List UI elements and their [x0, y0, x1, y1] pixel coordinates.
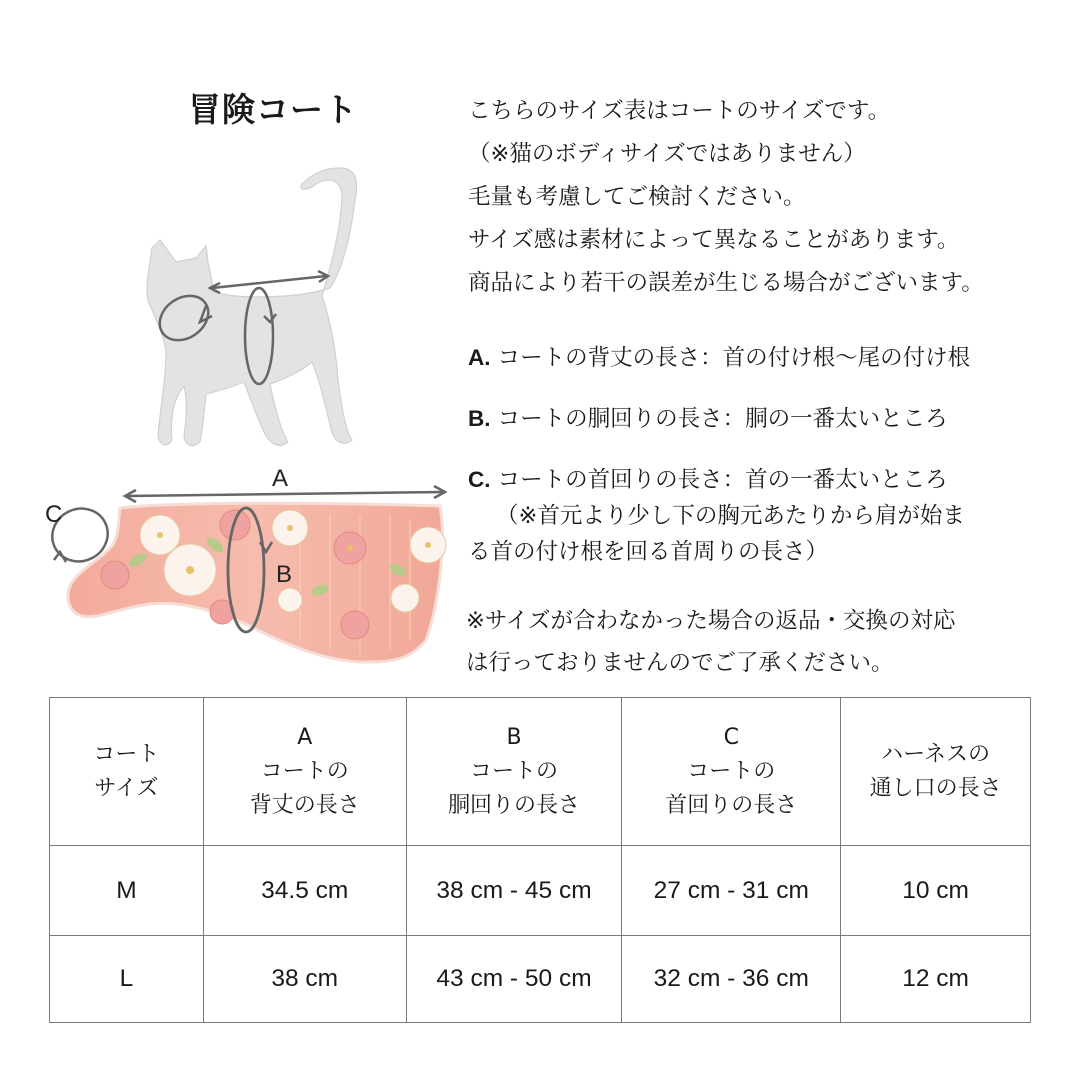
description-line: こちらのサイズ表はコートのサイズです。: [468, 98, 891, 124]
measurement-c-note: る首の付け根を回る首周りの長さ）: [468, 539, 829, 565]
header-back-length: A コートの 背丈の長さ: [203, 698, 406, 846]
coat-illustration: [44, 486, 446, 662]
measurement-c: [468, 462, 1068, 498]
table-header-row: [50, 698, 1031, 846]
description-line: （※猫のボディサイズではありません）: [468, 141, 866, 167]
measurement-a-text: コートの背丈の長さ：首の付け根〜尾の付け根: [497, 345, 971, 371]
measurement-c-key: C.: [468, 467, 491, 492]
label-c: C: [45, 501, 63, 528]
measurement-b: [468, 401, 1068, 437]
measurement-c-text: コートの首回りの長さ：首の一番太いところ: [497, 467, 948, 493]
table-row: [50, 936, 1031, 1023]
header-harness-opening: ハーネスの 通し口の長さ: [841, 698, 1031, 846]
table-cell: 34.5 cm: [203, 846, 406, 936]
table-cell: 38 cm - 45 cm: [406, 846, 622, 936]
table-cell: 32 cm - 36 cm: [622, 936, 841, 1023]
warning-line: は行っておりませんのでご了承ください。: [466, 650, 894, 676]
header-neck: C コートの 首回りの長さ: [622, 698, 841, 846]
table-cell: 27 cm - 31 cm: [622, 846, 841, 936]
table-row: [50, 846, 1031, 936]
header-girth: B コートの 胴回りの長さ: [406, 698, 622, 846]
measurement-c-note: （※首元より少し下の胸元あたりから肩が始ま: [496, 503, 965, 529]
table-cell: M: [50, 846, 204, 936]
header-coat-size: コート サイズ: [50, 698, 204, 846]
description-line: 商品により若干の誤差が生じる場合がございます。: [468, 270, 984, 296]
description-line: サイズ感は素材によって異なることがあります。: [468, 227, 960, 253]
table-cell: L: [50, 936, 204, 1023]
measurement-a-key: A.: [468, 345, 491, 370]
table-cell: 10 cm: [841, 846, 1031, 936]
table-cell: 12 cm: [841, 936, 1031, 1023]
measurement-b-key: B.: [468, 406, 491, 431]
label-a: A: [272, 465, 289, 492]
return-policy-note: [466, 600, 1066, 684]
illustration: [0, 0, 460, 690]
size-description: [468, 90, 1068, 305]
measurement-b-text: コートの胴回りの長さ：胴の一番太いところ: [497, 406, 948, 432]
page-title: 冒険コート: [188, 90, 358, 129]
table-cell: 38 cm: [203, 936, 406, 1023]
warning-line: ※サイズが合わなかった場合の返品・交換の対応: [466, 608, 956, 634]
measurement-a: [468, 340, 1068, 376]
cat-silhouette: [147, 168, 357, 445]
size-table: [49, 697, 1031, 1023]
measurement-definitions: [468, 340, 1068, 570]
table-cell: 43 cm - 50 cm: [406, 936, 622, 1023]
description-line: 毛量も考慮してご検討ください。: [468, 184, 806, 210]
label-b: B: [276, 561, 293, 588]
